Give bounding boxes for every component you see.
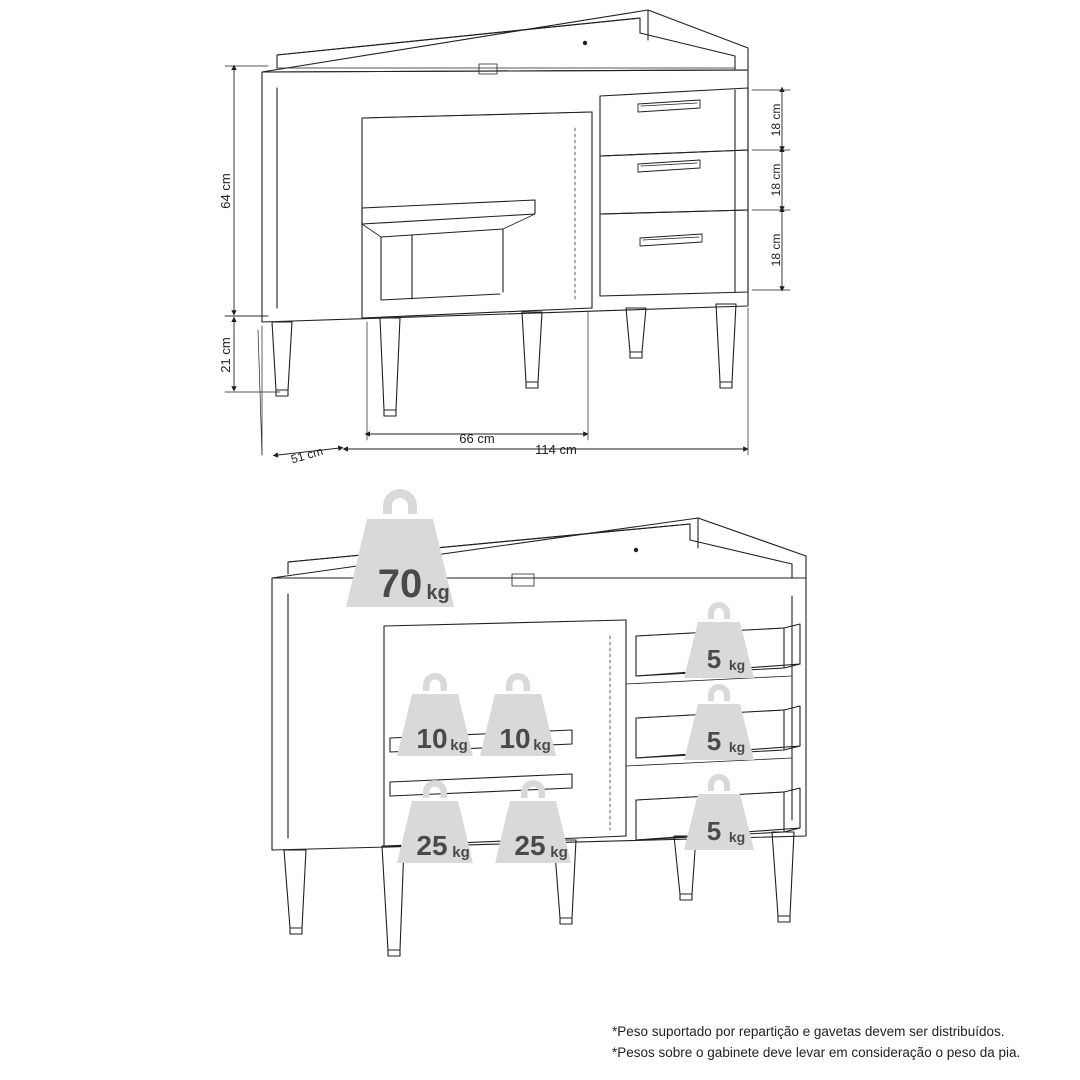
weight-unit-shelf-lower-right: kg — [550, 844, 568, 861]
weight-icon-shelf-upper-left — [397, 673, 473, 756]
weight-icon-drawer-top — [684, 602, 754, 678]
weight-unit-top: kg — [426, 582, 450, 604]
footnote-2: *Pesos sobre o gabinete deve levar em consideração o peso da pia. — [612, 1044, 1021, 1060]
footnote-1: *Peso suportado por repartição e gavetas devem ser distribuídos. — [612, 1024, 1005, 1039]
dimension-drawer-2: 18 cm — [769, 163, 783, 197]
dimension-depth: 51 cm — [289, 443, 325, 467]
weight-value-drawer-top: 5 — [706, 644, 722, 674]
dimension-lines — [225, 66, 790, 455]
dimension-width-door-section: 66 cm — [459, 431, 495, 446]
weight-unit-drawer-middle: kg — [728, 739, 746, 755]
weight-indicators — [346, 489, 754, 863]
weight-unit-drawer-bottom: kg — [728, 829, 746, 845]
dimension-width-total: 114 cm — [535, 442, 577, 457]
dimension-drawer-1: 18 cm — [769, 103, 783, 137]
weight-unit-shelf-upper-left: kg — [450, 737, 468, 754]
dimension-height-legs: 21 cm — [218, 337, 233, 373]
weight-icon-shelf-upper-right — [480, 673, 556, 756]
dimension-drawer-3: 18 cm — [769, 233, 783, 267]
footnotes — [612, 1022, 1064, 1064]
weight-value-drawer-bottom: 5 — [706, 816, 722, 846]
weight-icon-drawer-middle — [684, 684, 754, 760]
weight-unit-shelf-lower-left: kg — [452, 844, 470, 861]
weight-unit-drawer-top: kg — [728, 657, 746, 673]
weight-value-shelf-lower-left: 25 — [416, 830, 448, 861]
weight-icon-top — [346, 489, 454, 607]
weight-value-top: 70 — [377, 562, 423, 606]
weight-icon-drawer-bottom — [684, 774, 754, 850]
weight-value-shelf-lower-right: 25 — [514, 830, 546, 861]
weight-value-shelf-upper-left: 10 — [416, 723, 448, 754]
dimension-height-body: 64 cm — [218, 173, 233, 209]
weight-value-drawer-middle: 5 — [706, 726, 722, 756]
weight-unit-shelf-upper-right: kg — [533, 737, 551, 754]
weight-value-shelf-upper-right: 10 — [499, 723, 531, 754]
cabinet-dimension-view — [262, 10, 748, 416]
weight-icon-shelf-lower-right — [495, 780, 571, 863]
